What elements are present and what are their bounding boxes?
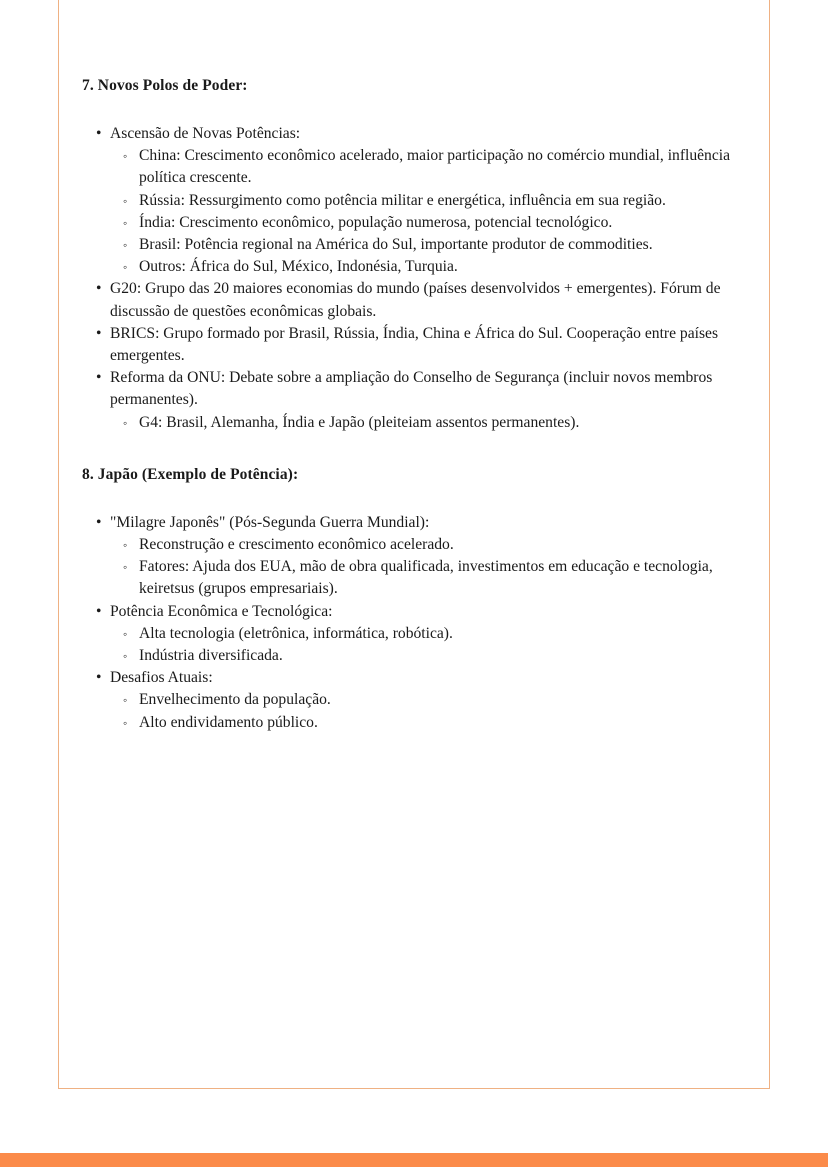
bullet-circle-icon: ◦ bbox=[123, 648, 128, 663]
list-item bbox=[82, 367, 748, 434]
list-item-label: China: Crescimento econômico acelerado, maior participação no comércio mundial, influência política crescente. bbox=[139, 147, 731, 187]
list-item bbox=[110, 212, 748, 234]
bullet-circle-icon: ◦ bbox=[123, 237, 128, 252]
footer-orange-band bbox=[0, 1153, 828, 1167]
bullet-circle-icon: ◦ bbox=[123, 626, 128, 641]
bullet-dot-icon: • bbox=[96, 324, 102, 342]
bullet-dot-icon: • bbox=[96, 280, 102, 298]
list-item-label: Reconstrução e crescimento econômico acelerado. bbox=[139, 535, 454, 553]
section-heading-7: 7. Novos Polos de Poder: bbox=[82, 77, 248, 94]
list-item bbox=[110, 256, 748, 278]
list-item bbox=[82, 323, 748, 367]
sublist bbox=[110, 623, 748, 667]
list-item-label: Potência Econômica e Tecnológica: bbox=[110, 602, 333, 620]
list-item bbox=[110, 234, 748, 256]
bullet-circle-icon: ◦ bbox=[123, 193, 128, 208]
section-7-list bbox=[82, 123, 748, 434]
list-item bbox=[110, 556, 748, 600]
list-item bbox=[110, 412, 748, 434]
list-item-label: Reforma da ONU: Debate sobre a ampliação do Conselho de Segurança (incluir novos membros permanentes). bbox=[110, 369, 713, 409]
list-item-label: BRICS: Grupo formado por Brasil, Rússia, Índia, China e África do Sul. Cooperação entre países emergentes. bbox=[110, 324, 719, 364]
bullet-circle-icon: ◦ bbox=[123, 260, 128, 275]
bullet-circle-icon: ◦ bbox=[123, 149, 128, 164]
list-item bbox=[110, 190, 748, 212]
list-item-label: Alta tecnologia (eletrônica, informática, robótica). bbox=[139, 624, 453, 642]
bullet-dot-icon: • bbox=[96, 513, 102, 531]
sublist bbox=[110, 412, 748, 434]
document-content bbox=[82, 76, 748, 734]
list-item bbox=[110, 689, 748, 711]
section-block-8 bbox=[82, 465, 748, 486]
list-item-label: Ascensão de Novas Potências: bbox=[110, 124, 301, 142]
bullet-dot-icon: • bbox=[96, 669, 102, 687]
bullet-circle-icon: ◦ bbox=[123, 715, 128, 730]
list-item-label: Rússia: Ressurgimento como potência militar e energética, influência em sua região. bbox=[139, 191, 666, 209]
sublist bbox=[110, 145, 748, 278]
list-item bbox=[82, 123, 748, 278]
bullet-circle-icon: ◦ bbox=[123, 537, 128, 552]
list-item-label: "Milagre Japonês" (Pós-Segunda Guerra Mundial): bbox=[110, 513, 430, 531]
list-item-label: Outros: África do Sul, México, Indonésia, Turquia. bbox=[139, 258, 458, 276]
list-item-label: Fatores: Ajuda dos EUA, mão de obra qualificada, investimentos em educação e tecnologia, keiretsus (grupos empresariais). bbox=[139, 558, 713, 598]
list-item bbox=[82, 667, 748, 734]
list-item bbox=[82, 601, 748, 668]
list-item bbox=[82, 512, 748, 601]
section-heading-8: 8. Japão (Exemplo de Potência): bbox=[82, 465, 299, 483]
list-item-label: Desafios Atuais: bbox=[110, 669, 213, 687]
list-item-label: G20: Grupo das 20 maiores economias do mundo (países desenvolvidos + emergentes). Fórum de discussão de questões econômicas globais. bbox=[110, 280, 721, 320]
list-item-label: Indústria diversificada. bbox=[139, 646, 283, 664]
bullet-dot-icon: • bbox=[96, 124, 102, 142]
bullet-circle-icon: ◦ bbox=[123, 560, 128, 575]
bullet-circle-icon: ◦ bbox=[123, 693, 128, 708]
list-item-label: G4: Brasil, Alemanha, Índia e Japão (pleiteiam assentos permanentes). bbox=[139, 413, 580, 431]
list-item-label: Índia: Crescimento econômico, população numerosa, potencial tecnológico. bbox=[139, 213, 613, 231]
section-8-list bbox=[82, 512, 748, 734]
bullet-circle-icon: ◦ bbox=[123, 215, 128, 230]
list-item bbox=[110, 623, 748, 645]
sublist bbox=[110, 689, 748, 733]
section-block-7 bbox=[82, 76, 748, 97]
list-item bbox=[110, 145, 748, 189]
bullet-dot-icon: • bbox=[96, 369, 102, 387]
list-item bbox=[110, 712, 748, 734]
list-item-label: Alto endividamento público. bbox=[139, 713, 318, 731]
list-item-label: Envelhecimento da população. bbox=[139, 691, 331, 709]
list-item bbox=[82, 278, 748, 322]
list-item-label: Brasil: Potência regional na América do Sul, importante produtor de commodities. bbox=[139, 235, 653, 253]
bullet-dot-icon: • bbox=[96, 602, 102, 620]
list-item bbox=[110, 645, 748, 667]
sublist bbox=[110, 534, 748, 601]
list-item bbox=[110, 534, 748, 556]
bullet-circle-icon: ◦ bbox=[123, 415, 128, 430]
